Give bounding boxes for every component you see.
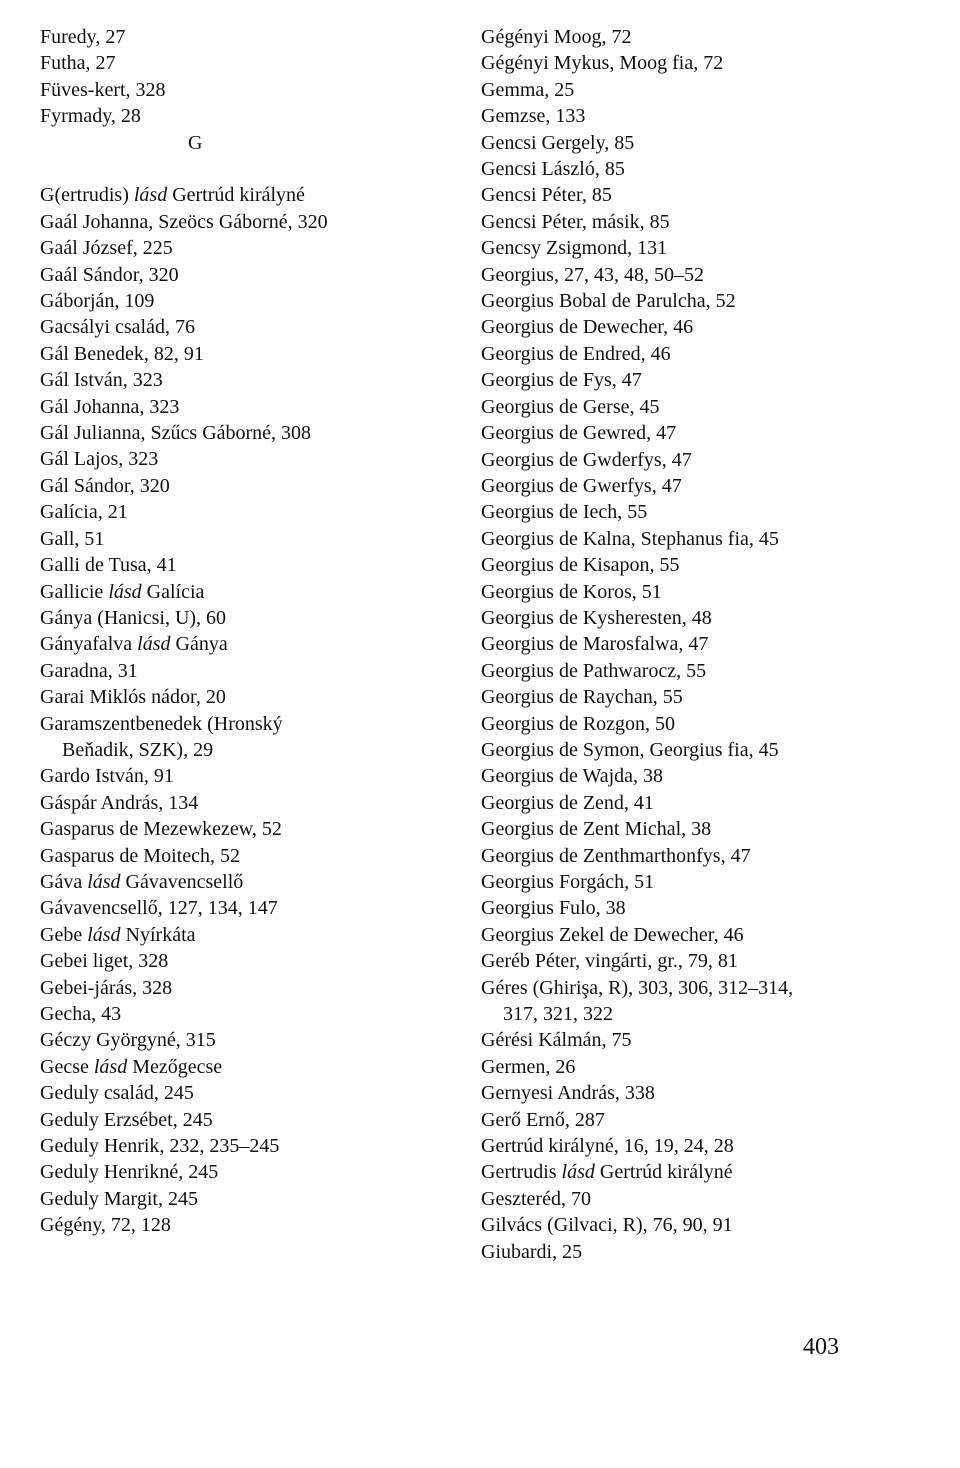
index-entry: Gacsályi család, 76	[40, 316, 195, 339]
index-entry: Georgius Zekel de Dewecher, 46	[481, 923, 744, 946]
index-entry: Geduly Erzsébet, 245	[40, 1108, 213, 1131]
section-letter-heading: G	[188, 131, 203, 154]
index-entry: Georgius de Gerse, 45	[481, 395, 660, 418]
index-entry: Georgius Fulo, 38	[481, 897, 626, 920]
index-entry: Geréb Péter, vingárti, gr., 79, 81	[481, 950, 738, 973]
index-entry: Georgius de Wajda, 38	[481, 765, 664, 788]
index-entry: Gál Julianna, Szűcs Gáborné, 308	[40, 422, 312, 445]
index-entry: Gál Lajos, 323	[40, 448, 159, 471]
index-entry: Georgius de Gwderfys, 47	[481, 448, 692, 471]
index-entry: Gávavencsellő, 127, 134, 147	[40, 897, 278, 920]
see-reference-word: lásd	[133, 184, 168, 207]
index-entry	[481, 1159, 941, 1185]
index-entry: Fyrmady, 28	[40, 105, 141, 128]
index-entry: Garamszentbenedek (Hronský	[40, 712, 283, 735]
index-entry	[40, 182, 440, 208]
index-entry: Georgius de Kysheresten, 48	[481, 606, 712, 629]
index-entry: Garai Miklós nádor, 20	[40, 686, 226, 709]
index-entry: Gencsi László, 85	[481, 158, 625, 181]
see-reference-word: lásd	[87, 870, 121, 893]
index-entry: Georgius de Koros, 51	[481, 580, 662, 603]
index-entry: Garadna, 31	[40, 659, 138, 682]
index-entry: Gerő Ernő, 287	[481, 1108, 605, 1131]
index-entry	[40, 631, 440, 657]
index-entry: Gebei liget, 328	[40, 950, 169, 973]
entry-term: Gáva	[40, 870, 88, 893]
index-entry: Gáspár András, 134	[40, 791, 199, 814]
index-entry: Georgius de Zenthmarthonfys, 47	[481, 844, 751, 867]
see-reference-word: lásd	[87, 923, 121, 946]
index-entry: Gebei-járás, 328	[40, 976, 173, 999]
index-entry: Gencsi Gergely, 85	[481, 131, 635, 154]
see-reference-target: Nyírkáta	[120, 923, 196, 946]
index-entry	[40, 579, 440, 605]
index-entry: Georgius de Pathwarocz, 55	[481, 659, 707, 682]
index-entry: Gáborján, 109	[40, 290, 155, 313]
index-entry: Géczy Györgyné, 315	[40, 1029, 216, 1052]
index-entry: Giubardi, 25	[481, 1240, 583, 1263]
see-reference-word: lásd	[108, 580, 142, 603]
index-entry: Gégényi Moog, 72	[481, 26, 632, 48]
index-entry: Georgius de Iech, 55	[481, 501, 648, 524]
index-entry: Gánya (Hanicsi, U), 60	[40, 606, 227, 629]
index-entry-continuation: Beňadik, SZK), 29	[62, 738, 214, 761]
index-entry: Georgius de Fys, 47	[481, 369, 642, 392]
entry-term: Gecse	[40, 1055, 94, 1078]
index-entry: Gemma, 25	[481, 78, 575, 101]
entry-term: Gallicie	[40, 580, 109, 603]
index-entry: Geduly család, 245	[40, 1082, 194, 1105]
see-reference-word: lásd	[93, 1055, 128, 1078]
see-reference-target: Gertrúd királyné	[594, 1161, 733, 1184]
entry-term: Gertrudis	[481, 1161, 562, 1184]
index-entry: Geduly Henrik, 232, 235–245	[40, 1135, 280, 1158]
index-entry: Gál Sándor, 320	[40, 474, 170, 497]
page-number: 403	[803, 1334, 839, 1360]
index-entry: Gecha, 43	[40, 1003, 122, 1026]
index-entry: Futha, 27	[40, 52, 116, 75]
index-entry: Georgius de Endred, 46	[481, 342, 671, 365]
index-entry: Gérési Kálmán, 75	[481, 1029, 632, 1052]
index-entry: Georgius de Kisapon, 55	[481, 554, 680, 577]
index-entry: Georgius de Zend, 41	[481, 791, 654, 814]
index-entry: Georgius Forgách, 51	[481, 871, 655, 893]
index-entry: Georgius de Raychan, 55	[481, 686, 683, 709]
index-column-left	[40, 24, 440, 1239]
index-entry: Georgius de Rozgon, 50	[481, 712, 676, 735]
index-entry: Gál Johanna, 323	[40, 395, 180, 418]
index-entry: Gilvács (Gilvaci, R), 76, 90, 91	[481, 1214, 733, 1237]
index-entry: Germen, 26	[481, 1055, 576, 1078]
index-entry: Gégény, 72, 128	[40, 1214, 171, 1237]
index-entry: Füves-kert, 328	[40, 78, 166, 101]
index-entry: Galli de Tusa, 41	[40, 554, 177, 577]
see-reference-target: Galícia	[141, 580, 205, 603]
see-reference-target: Mezőgecse	[127, 1055, 223, 1078]
index-entry: Georgius de Gwerfys, 47	[481, 474, 682, 497]
index-entry	[40, 1054, 440, 1080]
index-entry: Galícia, 21	[40, 501, 128, 524]
index-entry: Gaál Sándor, 320	[40, 263, 179, 286]
see-reference-target: Gánya	[170, 633, 228, 656]
index-entry	[40, 869, 440, 895]
index-entry: Gégényi Mykus, Moog fia, 72	[481, 52, 724, 75]
see-reference-word: lásd	[561, 1161, 595, 1184]
index-entry: Gaál József, 225	[40, 237, 173, 260]
index-entry: Gertrúd királyné, 16, 19, 24, 28	[481, 1135, 734, 1158]
index-entry: Georgius, 27, 43, 48, 50–52	[481, 263, 704, 286]
index-entry: Gernyesi András, 338	[481, 1082, 655, 1105]
index-entry: Gasparus de Moitech, 52	[40, 844, 240, 867]
index-entry: Gemzse, 133	[481, 105, 586, 128]
index-entry: Georgius de Kalna, Stephanus fia, 45	[481, 527, 779, 550]
index-entry: Georgius de Marosfalwa, 47	[481, 633, 709, 656]
index-entry: Geduly Henrikné, 245	[40, 1161, 219, 1184]
index-entry: Georgius de Zent Michal, 38	[481, 818, 712, 841]
index-entry-continuation: 317, 321, 322	[503, 1003, 613, 1026]
see-reference-target: Gertrúd királyné	[167, 184, 305, 207]
entry-term: Gányafalva	[40, 633, 138, 656]
index-entry: Gardo István, 91	[40, 765, 174, 788]
index-entry: Georgius Bobal de Parulcha, 52	[481, 290, 736, 313]
index-entry: Gaál Johanna, Szeöcs Gáborné, 320	[40, 210, 328, 233]
index-entry: Furedy, 27	[40, 26, 126, 48]
index-entry: Gasparus de Mezewkezew, 52	[40, 818, 282, 841]
entry-term: Gebe	[40, 923, 88, 946]
index-entry: Geszteréd, 70	[481, 1187, 591, 1210]
index-entry: Géres (Ghirişa, R), 303, 306, 312–314,	[481, 976, 794, 999]
index-entry: Gall, 51	[40, 527, 105, 550]
see-reference-word: lásd	[137, 633, 171, 656]
index-entry: Georgius de Dewecher, 46	[481, 316, 694, 339]
index-entry: Gencsi Péter, 85	[481, 184, 612, 207]
index-entry: Gencsy Zsigmond, 131	[481, 237, 668, 260]
see-reference-target: Gávavencsellő	[120, 870, 244, 893]
index-entry	[40, 922, 440, 948]
index-entry: Geduly Margit, 245	[40, 1187, 198, 1210]
index-entry: Georgius de Gewred, 47	[481, 422, 677, 445]
index-entry: Gál István, 323	[40, 369, 163, 392]
index-entry: Gál Benedek, 82, 91	[40, 342, 204, 365]
index-entry: Gencsi Péter, másik, 85	[481, 210, 670, 233]
index-entry: Georgius de Symon, Georgius fia, 45	[481, 738, 779, 761]
entry-term: G(ertrudis)	[40, 184, 134, 207]
index-column-right	[481, 24, 941, 1265]
